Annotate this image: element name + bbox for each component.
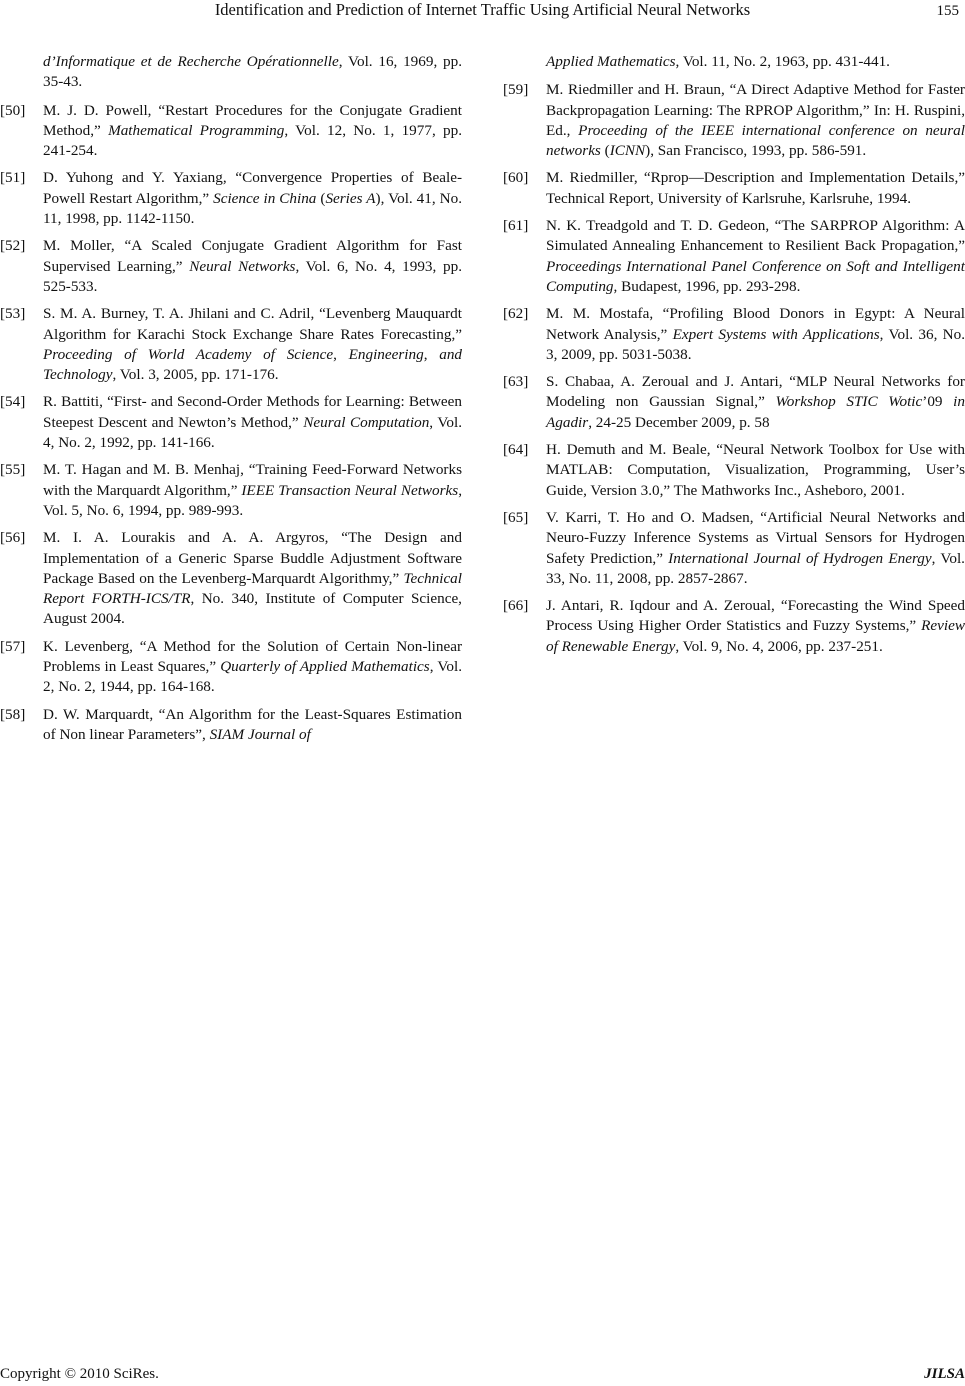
reference-number: [51] xyxy=(0,169,26,187)
page-number: 155 xyxy=(936,3,959,19)
journal-abbreviation: JILSA xyxy=(924,1366,965,1382)
reference-continuation xyxy=(503,52,965,72)
reference-number: [56] xyxy=(0,529,26,547)
reference-number: [61] xyxy=(503,217,529,235)
reference-number: [57] xyxy=(0,637,26,655)
reference-63: [63] S. Chabaa, A. Zeroual and J. Antari, “MLP Neural Networks for Modeling non Gaussian Signal,” Workshop STIC Wotic’09 in Agadir, 24-25 December 2009, p. 58 xyxy=(503,373,965,431)
reference-number: [66] xyxy=(503,597,529,615)
right-column xyxy=(503,52,965,664)
reference-number: [62] xyxy=(503,305,529,323)
page-footer xyxy=(0,1364,965,1386)
reference-number: [52] xyxy=(0,237,26,255)
reference-66: [66] J. Antari, R. Iqdour and A. Zeroual, “Forecasting the Wind Speed Process Using Higher Order Statistics and Fuzzy Systems,” Review of Renewable Energy, Vol. 9, No. 4, 2006, pp. 237-251. xyxy=(503,597,965,655)
reference-venue: Applied Mathematics xyxy=(546,53,676,70)
reference-number: [58] xyxy=(0,705,26,723)
reference-65: [65] V. Karri, T. Ho and O. Madsen, “Artificial Neural Networks and Neuro-Fuzzy Inference Systems as Virtual Sensors for Hydrogen Safety Prediction,” International Journal of Hydrogen Energy, Vol. 33, No. 11, 2008, pp. 2857-2867. xyxy=(503,508,965,587)
reference-number: [60] xyxy=(503,169,529,187)
reference-52: [52] M. Moller, “A Scaled Conjugate Gradient Algorithm for Fast Supervised Learning,” Neural Networks, Vol. 6, No. 4, 1993, pp. 525-533. xyxy=(0,237,462,295)
reference-59: [59] M. Riedmiller and H. Braun, “A Direct Adaptive Method for Faster Backpropagation Learning: The RPROP Algorithm,” In: H. Ruspini, Ed., Proceeding of the IEEE international conference on neural networks (ICNN), San Francisco, 1993, pp. 586-591. xyxy=(503,81,965,160)
reference-51: [51] D. Yuhong and Y. Yaxiang, “Convergence Properties of Beale-Powell Restart Algorithm,” Science in China (Series A), Vol. 41, No. 11, 1998, pp. 1142-1150. xyxy=(0,169,462,228)
reference-55: [55] M. T. Hagan and M. B. Menhaj, “Training Feed-Forward Networks with the Marquardt Algorithm,” IEEE Transaction Neural Networks, Vol. 5, No. 6, 1994, pp. 989-993. xyxy=(0,461,463,519)
reference-61: [61] N. K. Treadgold and T. D. Gedeon, “The SARPROP Algorithm: A Simulated Annealing Enhancement to Resilient Back Propagation,” Proceedings International Panel Conference on Soft and Intelligent Computing, Budapest, 1996, pp. 293-298. xyxy=(503,217,965,295)
left-column xyxy=(0,52,462,752)
reference-57: [57] K. Levenberg, “A Method for the Solution of Certain Non-linear Problems in Least Squares,” Quarterly of Applied Mathematics, Vol. 2, No. 2, 1944, pp. 164-168. xyxy=(0,637,462,696)
reference-64: [64] H. Demuth and M. Beale, “Neural Network Toolbox for Use with MATLAB: Computation, Visualization, Programming, User’s Guide, Version 3.0,” The Mathworks Inc., Asheboro, 2001. xyxy=(503,441,965,499)
reference-60: [60] M. Riedmiller, “Rprop—Description and Implementation Details,” Technical Report, University of Karlsruhe, Karlsruhe, 1994. xyxy=(503,169,965,207)
reference-number: [63] xyxy=(503,373,529,391)
reference-continuation xyxy=(0,52,462,93)
running-header xyxy=(0,0,965,22)
reference-venue: d’Informatique et de Recherche Opérationnelle xyxy=(43,53,339,70)
reference-number: [54] xyxy=(0,393,26,411)
reference-details: , Vol. 11, No. 2, 1963, pp. 431-441. xyxy=(675,53,890,70)
reference-53: [53] S. M. A. Burney, T. A. Jhilani and C. Adril, “Levenberg Mauquardt Algorithm for Karachi Stock Exchange Share Rates Forecasting,” Proceeding of World Academy of Science, Engineering, and Technology, Vol. 3, 2005, pp. 171-176. xyxy=(0,305,462,384)
reference-number: [59] xyxy=(503,81,529,99)
reference-number: [55] xyxy=(0,461,26,479)
reference-details: , Vol. 16, 1969, pp. 35-43. xyxy=(43,53,462,91)
copyright-notice: Copyright © 2010 SciRes. xyxy=(0,1366,159,1382)
reference-number: [50] xyxy=(0,101,26,119)
reference-58: [58] D. W. Marquardt, “An Algorithm for the Least-Squares Estimation of Non linear Parameters”, SIAM Journal of xyxy=(0,705,462,743)
reference-50: [50] M. J. D. Powell, “Restart Procedures for the Conjugate Gradient Method,” Mathematical Programming, Vol. 12, No. 1, 1977, pp. 241-254. xyxy=(0,101,463,160)
reference-62: [62] M. M. Mostafa, “Profiling Blood Donors in Egypt: A Neural Network Analysis,” Expert Systems with Applications, Vol. 36, No. 3, 2009, pp. 5031-5038. xyxy=(503,305,965,363)
running-title: Identification and Prediction of Internet Traffic Using Artificial Neural Networks xyxy=(214,0,751,19)
reference-56: [56] M. I. A. Lourakis and A. A. Argyros, “The Design and Implementation of a Generic Sparse Buddle Adjustment Software Package Based on the Levenberg-Marquardt Algorithmy,” Technical Report FORTH-ICS/TR, No. 340, Institute of Computer Science, August 2004. xyxy=(0,529,462,628)
reference-number: [65] xyxy=(503,508,529,526)
reference-number: [53] xyxy=(0,305,26,323)
reference-54: [54] R. Battiti, “First- and Second-Order Methods for Learning: Between Steepest Descent and Newton’s Method,” Neural Computation, Vol. 4, No. 2, 1992, pp. 141-166. xyxy=(0,393,462,452)
reference-number: [64] xyxy=(503,441,529,459)
